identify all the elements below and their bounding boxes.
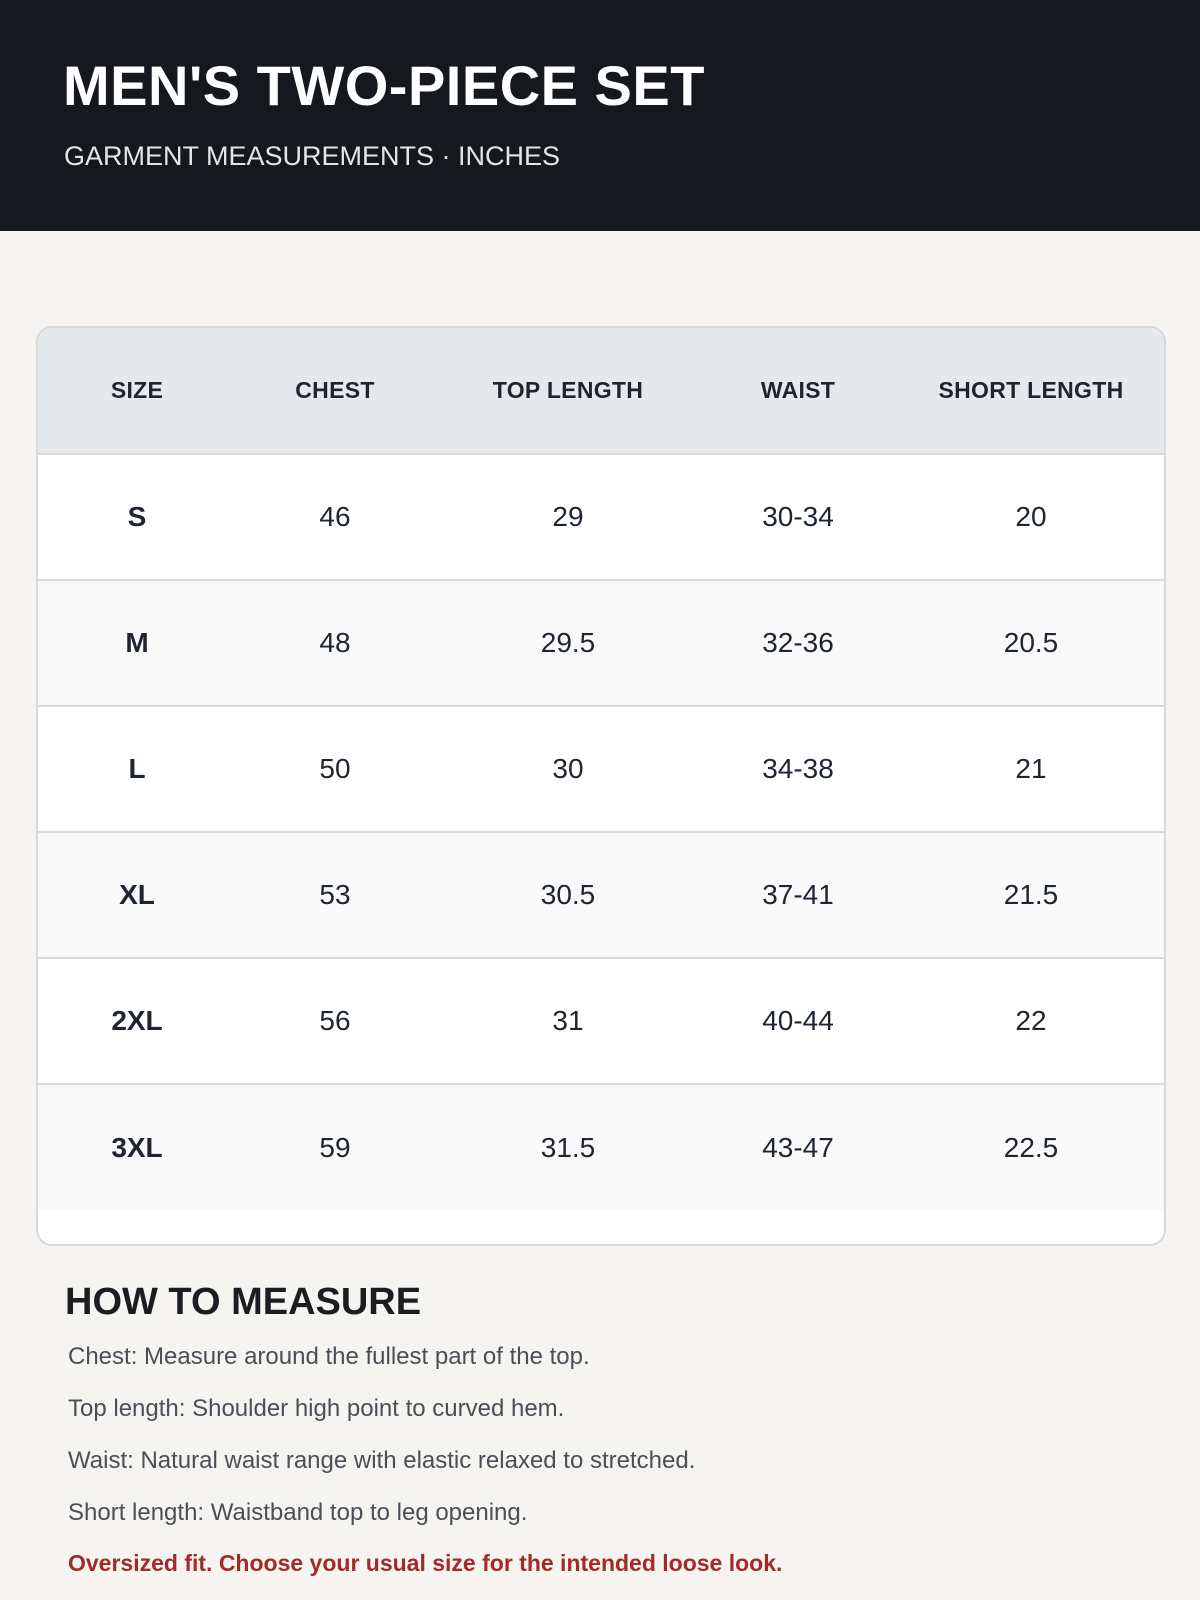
chest-cell: 53 xyxy=(319,879,351,910)
waist-cell: 34-38 xyxy=(762,753,834,784)
column-header-chest: CHEST xyxy=(295,377,375,403)
chest-cell: 50 xyxy=(319,753,351,784)
short-length-cell: 22 xyxy=(1015,1005,1047,1036)
column-header-waist: WAIST xyxy=(760,377,836,403)
column-header-top-length: TOP LENGTH xyxy=(492,377,644,403)
top-length-cell: 30 xyxy=(552,753,584,784)
chest-cell: 48 xyxy=(319,627,351,658)
how-to-measure-title: HOW TO MEASURE xyxy=(65,1281,422,1323)
top-length-cell: 30.5 xyxy=(540,879,596,910)
size-cell: 3XL xyxy=(111,1131,163,1163)
table-row xyxy=(38,1084,1166,1210)
chest-cell: 56 xyxy=(319,1005,351,1036)
waist-cell: 32-36 xyxy=(762,627,834,658)
measure-instruction-waist: Waist: Natural waist range with elastic relaxed to stretched. xyxy=(68,1447,696,1474)
chest-cell: 46 xyxy=(319,501,351,532)
size-cell: L xyxy=(128,753,146,784)
chest-cell: 59 xyxy=(319,1131,351,1163)
table-row xyxy=(38,580,1166,706)
short-length-cell: 20 xyxy=(1015,501,1047,532)
size-chart-table xyxy=(38,328,1166,1210)
short-length-cell: 20.5 xyxy=(1003,627,1059,658)
size-cell: S xyxy=(127,501,147,532)
column-header-size: SIZE xyxy=(110,377,164,403)
short-length-cell: 21.5 xyxy=(1003,879,1059,910)
page-header xyxy=(0,0,1200,231)
fit-note: Oversized fit. Choose your usual size for the intended loose look. xyxy=(68,1550,783,1576)
size-cell: 2XL xyxy=(111,1005,163,1036)
size-cell: XL xyxy=(119,879,155,910)
size-cell: M xyxy=(125,627,149,658)
top-length-cell: 31.5 xyxy=(540,1131,596,1163)
page-subtitle: GARMENT MEASUREMENTS · INCHES xyxy=(64,141,561,171)
waist-cell: 30-34 xyxy=(762,501,834,532)
table-header-row xyxy=(38,328,1166,454)
page-title: MEN'S TWO-PIECE SET xyxy=(63,54,705,117)
table-row xyxy=(38,454,1166,580)
top-length-cell: 29 xyxy=(552,501,584,532)
waist-cell: 40-44 xyxy=(762,1005,834,1036)
measure-instruction-top-length: Top length: Shoulder high point to curved hem. xyxy=(68,1395,565,1422)
table-row xyxy=(38,832,1166,958)
top-length-cell: 31 xyxy=(552,1005,584,1036)
waist-cell: 37-41 xyxy=(762,879,834,910)
top-length-cell: 29.5 xyxy=(540,627,596,658)
measure-instruction-chest: Chest: Measure around the fullest part of the top. xyxy=(68,1343,590,1370)
table-row xyxy=(38,958,1166,1084)
short-length-cell: 22.5 xyxy=(1003,1131,1059,1163)
short-length-cell: 21 xyxy=(1015,753,1047,784)
column-header-short-length: SHORT LENGTH xyxy=(938,377,1124,403)
waist-cell: 43-47 xyxy=(762,1131,834,1163)
how-to-measure-list xyxy=(68,1342,1148,1550)
measure-instruction-short-length: Short length: Waistband top to leg opening. xyxy=(68,1499,528,1526)
table-row xyxy=(38,706,1166,832)
size-chart-card xyxy=(36,326,1166,1246)
